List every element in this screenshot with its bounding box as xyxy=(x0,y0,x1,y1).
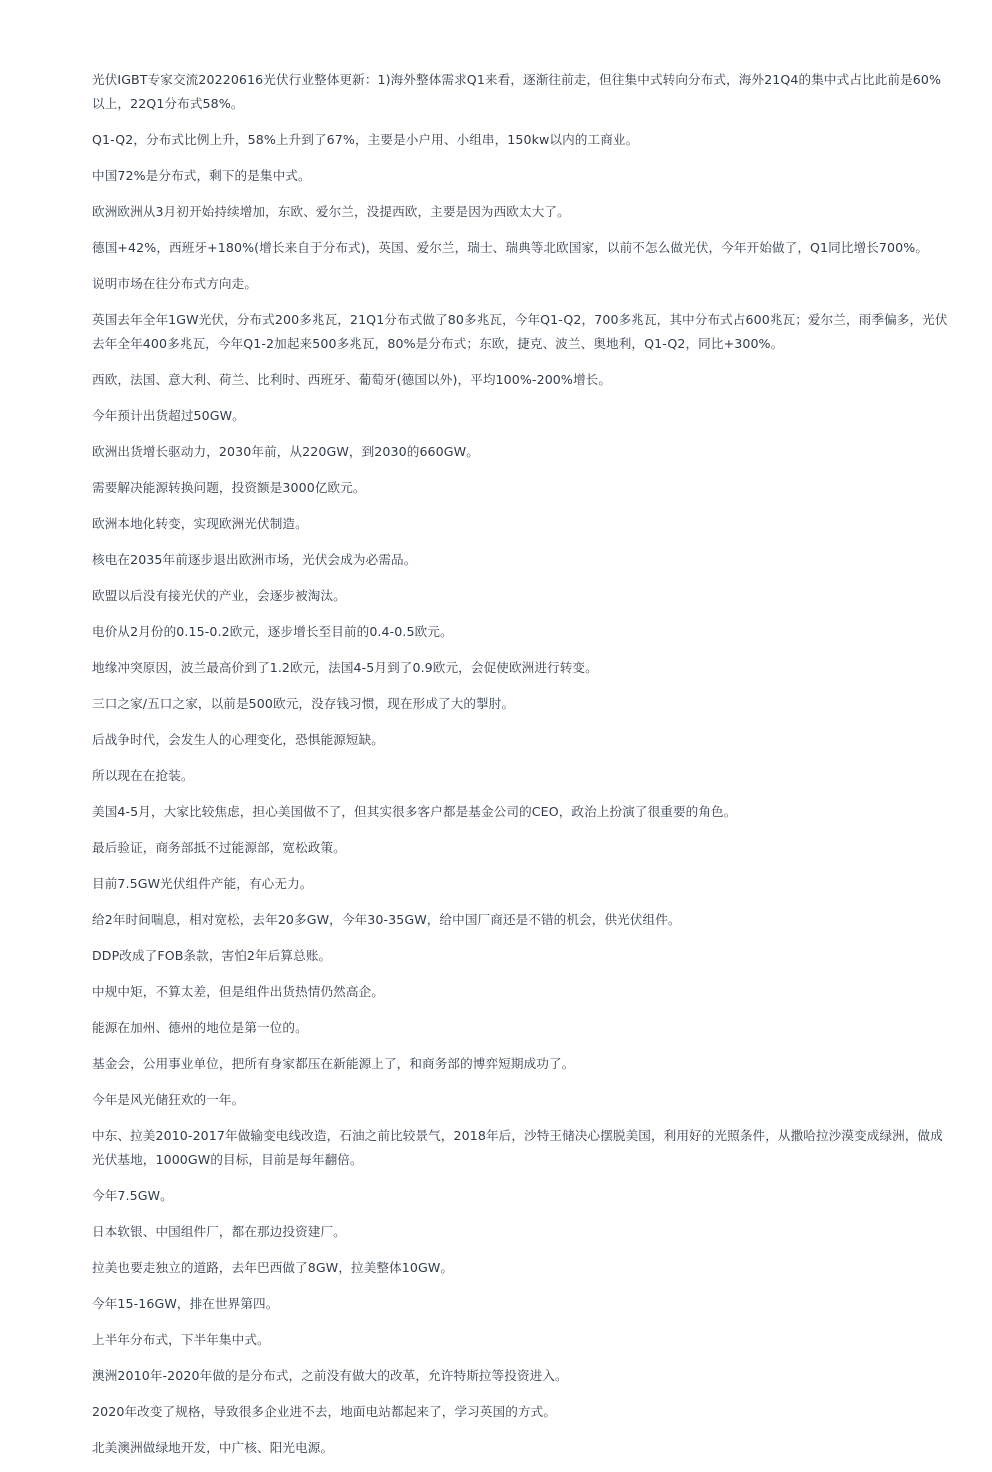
paragraph-intro: 光伏IGBT专家交流20220616光伏行业整体更新：1)海外整体需求Q1来看，逐渐往前走，但往集中式转向分布式，海外21Q4的集中式占比此前是60%以上，22Q1分布式58%。 xyxy=(92,72,942,111)
paragraph: 日本软银、中国组件厂，都在那边投资建厂。 xyxy=(92,1224,346,1239)
paragraph: 澳洲2010年-2020年做的是分布式，之前没有做大的改革，允许特斯拉等投资进入。 xyxy=(92,1368,568,1383)
paragraph: 三口之家/五口之家，以前是500欧元，没存钱习惯，现在形成了大的掣肘。 xyxy=(92,696,515,711)
paragraph: 能源在加州、德州的地位是第一位的。 xyxy=(92,1020,308,1035)
paragraph: 欧洲出货增长驱动力，2030年前，从220GW，到2030的660GW。 xyxy=(92,444,479,459)
paragraph: 目前7.5GW光伏组件产能，有心无力。 xyxy=(92,876,313,891)
paragraph: Q1-Q2，分布式比例上升，58%上升到了67%，主要是小户用、小组串，150kw以内的工商业。 xyxy=(92,132,639,147)
paragraph: 今年7.5GW。 xyxy=(92,1188,173,1203)
paragraph: 说明市场在往分布式方向走。 xyxy=(92,276,258,291)
paragraph: 欧盟以后没有接光伏的产业，会逐步被淘汰。 xyxy=(92,588,346,603)
paragraph: 中国72%是分布式，剩下的是集中式。 xyxy=(92,168,311,183)
paragraph: 最后验证，商务部抵不过能源部，宽松政策。 xyxy=(92,840,346,855)
paragraph: 后战争时代，会发生人的心理变化，恐惧能源短缺。 xyxy=(92,732,384,747)
paragraph: 中东、拉美2010-2017年做输变电线改造，石油之前比较景气，2018年后，沙特王储决心摆脱美国，利用好的光照条件，从撒哈拉沙漠变成绿洲，做成光伏基地，1000GW的目标，目前是每年翻倍。 xyxy=(92,1128,943,1167)
paragraph: 核电在2035年前逐步退出欧洲市场，光伏会成为必需品。 xyxy=(92,552,417,567)
paragraph: 西欧，法国、意大利、荷兰、比利时、西班牙、葡萄牙(德国以外)，平均100%-200%增长。 xyxy=(92,372,612,387)
paragraph: 今年15-16GW，排在世界第四。 xyxy=(92,1296,279,1311)
paragraph: 欧洲欧洲从3月初开始持续增加，东欧、爱尔兰，没提西欧，主要是因为西欧太大了。 xyxy=(92,204,570,219)
paragraph: 给2年时间喘息，相对宽松，去年20多GW，今年30-35GW，给中国厂商还是不错的机会，供光伏组件。 xyxy=(92,912,681,927)
paragraph: 美国4-5月，大家比较焦虑，担心美国做不了，但其实很多客户都是基金公司的CEO，政治上扮演了很重要的角色。 xyxy=(92,804,737,819)
paragraph: 德国+42%，西班牙+180%(增长来自于分布式)，英国、爱尔兰，瑞士、瑞典等北欧国家，以前不怎么做光伏，今年开始做了，Q1同比增长700%。 xyxy=(92,240,929,255)
paragraph: DDP改成了FOB条款，害怕2年后算总账。 xyxy=(92,948,332,963)
paragraph: 北美澳洲做绿地开发，中广核、阳光电源。 xyxy=(92,1440,334,1455)
paragraph: 英国去年全年1GW光伏，分布式200多兆瓦，21Q1分布式做了80多兆瓦，今年Q1-Q2，700多兆瓦，其中分布式占600兆瓦；爱尔兰，雨季偏多，光伏去年全年400多兆瓦，今年Q1-2加起来500多兆瓦，80%是分布式；东欧，捷克、波兰、奥地利，Q1-Q2，同比+300%。 xyxy=(92,312,948,351)
paragraph: 拉美也要走独立的道路，去年巴西做了8GW，拉美整体10GW。 xyxy=(92,1260,454,1275)
paragraph: 基金会，公用事业单位，把所有身家都压在新能源上了，和商务部的博弈短期成功了。 xyxy=(92,1056,575,1071)
document-body xyxy=(92,68,950,1472)
paragraph: 所以现在在抢装。 xyxy=(92,768,194,783)
paragraph: 2020年改变了规格，导致很多企业进不去，地面电站都起来了，学习英国的方式。 xyxy=(92,1404,557,1419)
paragraph: 电价从2月份的0.15-0.2欧元，逐步增长至目前的0.4-0.5欧元。 xyxy=(92,624,453,639)
paragraph: 需要解决能源转换问题，投资额是3000亿欧元。 xyxy=(92,480,366,495)
paragraph: 今年是风光储狂欢的一年。 xyxy=(92,1092,245,1107)
paragraph: 今年预计出货超过50GW。 xyxy=(92,408,245,423)
paragraph: 中规中矩，不算太差，但是组件出货热情仍然高企。 xyxy=(92,984,384,999)
paragraph: 地缘冲突原因，波兰最高价到了1.2欧元，法国4-5月到了0.9欧元，会促使欧洲进行转变。 xyxy=(92,660,598,675)
paragraph: 欧洲本地化转变，实现欧洲光伏制造。 xyxy=(92,516,308,531)
paragraph: 上半年分布式，下半年集中式。 xyxy=(92,1332,270,1347)
